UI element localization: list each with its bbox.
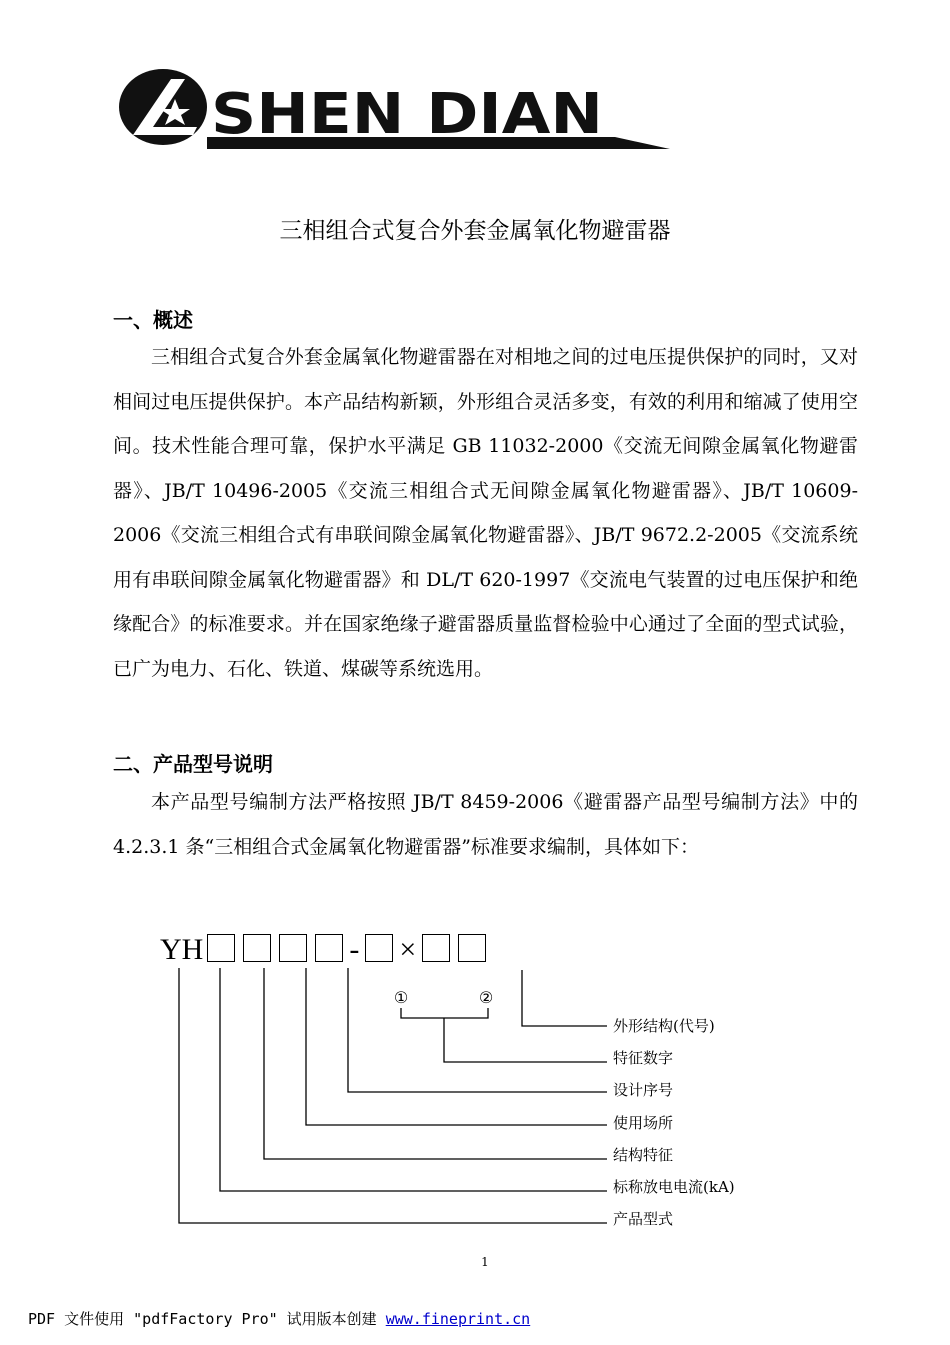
label-outline-structure: 外形结构(代号) [613, 1017, 715, 1035]
model-code-pattern [160, 930, 490, 970]
code-box [422, 934, 450, 962]
label-nominal-discharge-current: 标称放电电流(kA) [613, 1178, 735, 1196]
logo-emblem-icon [119, 69, 207, 145]
label-product-type: 产品型式 [613, 1210, 674, 1228]
label-feature-number: 特征数字 [613, 1049, 674, 1067]
model-times: × [399, 933, 417, 966]
page-number: 1 [481, 1255, 489, 1269]
label-structure-feature: 结构特征 [613, 1146, 674, 1164]
label-usage-site: 使用场所 [613, 1114, 674, 1132]
pdf-footer [28, 1308, 530, 1329]
section-heading-model: 二、产品型号说明 [113, 752, 273, 776]
footer-text: PDF 文件使用 "pdfFactory Pro" 试用版本创建 [28, 1310, 377, 1328]
model-paragraph: 本产品型号编制方法严格按照 JB/T 8459-2006《避雷器产品型号编制方法》中的 4.2.3.1 条“三相组合式金属氧化物避雷器”标准要求编制，具体如下： [113, 791, 858, 858]
document-title: 三相组合式复合外套金属氧化物避雷器 [279, 218, 671, 244]
shen-dian-logo [115, 65, 675, 155]
marker-1: ① [393, 988, 409, 1007]
code-box [279, 934, 307, 962]
code-box [243, 934, 271, 962]
code-box [207, 934, 235, 962]
footer-link[interactable]: www.fineprint.cn [385, 1310, 531, 1328]
code-box [458, 934, 486, 962]
code-box [365, 934, 393, 962]
section-heading-overview: 一、概述 [113, 308, 193, 332]
marker-2: ② [478, 988, 494, 1007]
logo-brand-text: SHEN DIAN [211, 82, 603, 147]
model-prefix: YH [160, 933, 204, 966]
label-design-serial: 设计序号 [613, 1081, 674, 1099]
overview-paragraph: 三相组合式复合外套金属氧化物避雷器在对相地之间的过电压提供保护的同时，又对相间过电压提供保护。本产品结构新颖，外形组合灵活多变，有效的利用和缩减了使用空间。技术性能合理可靠，保护水平满足 GB 11032-2000《交流无间隙金属氧化物避雷器》、JB/T 10496-2005《交流三相组合式无间隙金属氧化物避雷器》、JB/T 10609-2006《交流三相组合式有串联间隙金属氧化物避雷器》、JB/T 9672.2-2005《交流系统用有串联间隙金属氧化物避雷器》和 DL/T 620-1997《交流电气装置的过电压保护和绝缘配合》的标准要求。并在国家绝缘子避雷器质量监督检验中心通过了全面的型式试验，已广为电力、石化、铁道、煤碳等系统选用。 [113, 346, 858, 680]
model-dash: - [349, 933, 360, 966]
code-box [315, 934, 343, 962]
